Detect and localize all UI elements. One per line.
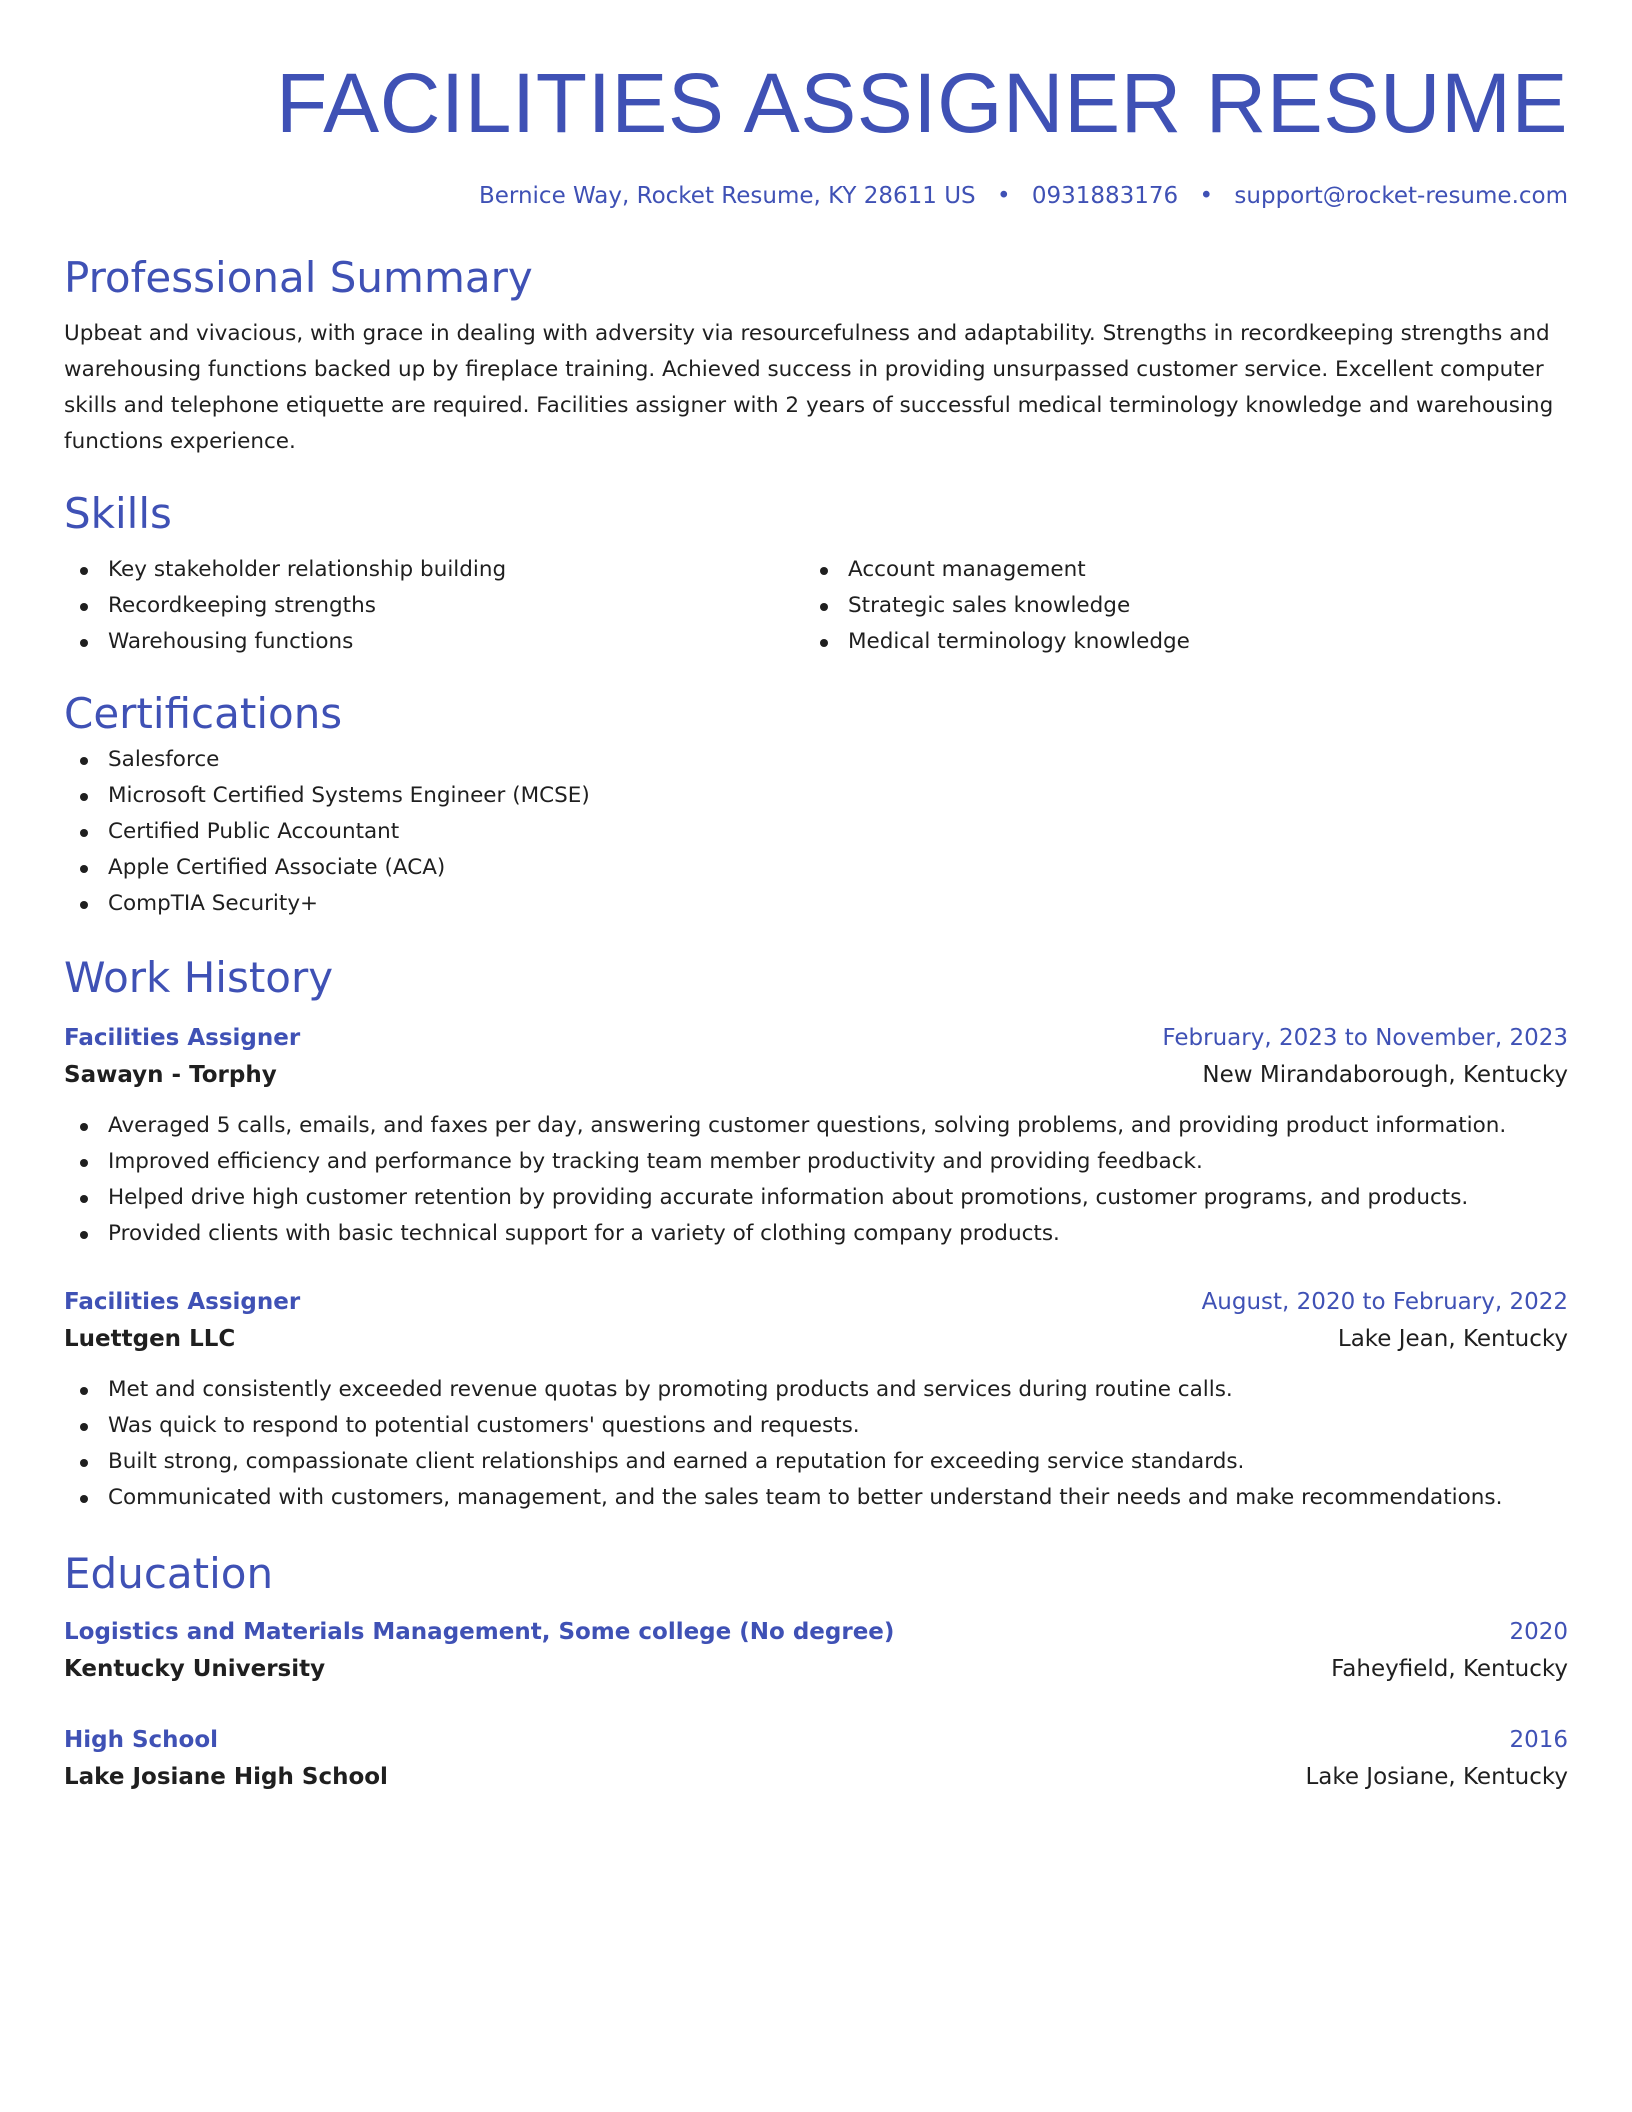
job-company: Sawayn - Torphy bbox=[64, 1062, 277, 1088]
skills-left-column bbox=[64, 552, 804, 660]
certification-item: Microsoft Certified Systems Engineer (MCSE) bbox=[64, 778, 1568, 814]
education-school-row bbox=[64, 1758, 1568, 1796]
contact-separator: • bbox=[1199, 183, 1214, 209]
job-dates: August, 2020 to February, 2022 bbox=[1201, 1289, 1568, 1315]
skills-list bbox=[64, 552, 1568, 660]
education-entry bbox=[64, 1614, 1568, 1688]
certification-item: Certified Public Accountant bbox=[64, 814, 1568, 850]
skill-item: Account management bbox=[804, 552, 1544, 588]
job-title-row bbox=[64, 1284, 1568, 1320]
contact-phone: 0931883176 bbox=[1031, 183, 1179, 209]
contact-line bbox=[64, 180, 1568, 212]
job-bullet: Met and consistently exceeded revenue quotas by promoting products and services during routine calls. bbox=[64, 1372, 1568, 1408]
job-bullet: Helped drive high customer retention by providing accurate information about promotions, customer programs, and products. bbox=[64, 1180, 1568, 1216]
education-school: Lake Josiane High School bbox=[64, 1764, 388, 1790]
job-bullets bbox=[64, 1108, 1568, 1252]
job-company: Luettgen LLC bbox=[64, 1326, 236, 1352]
job-dates: February, 2023 to November, 2023 bbox=[1162, 1025, 1568, 1051]
skills-heading: Skills bbox=[64, 489, 172, 538]
education-year: 2020 bbox=[1509, 1619, 1568, 1645]
certification-item: Apple Certified Associate (ACA) bbox=[64, 850, 1568, 886]
education-location: Faheyfield, Kentucky bbox=[1331, 1656, 1568, 1682]
job-bullet: Provided clients with basic technical support for a variety of clothing company products. bbox=[64, 1216, 1568, 1252]
work-history-heading: Work History bbox=[64, 953, 334, 1002]
summary-text: Upbeat and vivacious, with grace in dealing with adversity via resourcefulness and adaptability. Strengths in recordkeeping strengths and warehousing functions backed up by fireplace training. Achieved success in providing unsurpassed customer service. Excellent computer skills and telephone etiquette are required. Facilities assigner with 2 years of successful medical terminology knowledge and warehousing functions experience. bbox=[64, 321, 1554, 454]
job-bullet: Improved efficiency and performance by tracking team member productivity and providing feedback. bbox=[64, 1144, 1568, 1180]
job-title: Facilities Assigner bbox=[64, 1289, 301, 1315]
education-location: Lake Josiane, Kentucky bbox=[1305, 1764, 1568, 1790]
job-title: Facilities Assigner bbox=[64, 1025, 301, 1051]
skill-item: Strategic sales knowledge bbox=[804, 588, 1544, 624]
education-school: Kentucky University bbox=[64, 1656, 326, 1682]
job-entry bbox=[64, 1020, 1568, 1252]
education-degree: High School bbox=[64, 1727, 219, 1753]
resume-header bbox=[64, 48, 1568, 212]
job-bullet: Built strong, compassionate client relationships and earned a reputation for exceeding service standards. bbox=[64, 1444, 1568, 1480]
contact-email[interactable]: support@rocket-resume.com bbox=[1234, 183, 1568, 209]
education-heading: Education bbox=[64, 1549, 274, 1598]
job-location: Lake Jean, Kentucky bbox=[1337, 1326, 1568, 1352]
certification-item: CompTIA Security+ bbox=[64, 886, 1568, 922]
skill-item: Key stakeholder relationship building bbox=[64, 552, 804, 588]
resume-title: FACILITIES ASSIGNER RESUME bbox=[276, 56, 1568, 150]
job-entry bbox=[64, 1284, 1568, 1516]
summary-heading: Professional Summary bbox=[64, 253, 533, 302]
skills-right-column bbox=[804, 552, 1544, 660]
skill-item: Recordkeeping strengths bbox=[64, 588, 804, 624]
contact-separator: • bbox=[996, 183, 1011, 209]
skill-item: Medical terminology knowledge bbox=[804, 624, 1544, 660]
job-bullet: Was quick to respond to potential customers' questions and requests. bbox=[64, 1408, 1568, 1444]
job-bullet: Communicated with customers, management, and the sales team to better understand their needs and make recommendations. bbox=[64, 1480, 1568, 1516]
education-entry bbox=[64, 1722, 1568, 1796]
certifications-heading: Certifications bbox=[64, 689, 343, 738]
job-bullet: Averaged 5 calls, emails, and faxes per day, answering customer questions, solving problems, and providing product information. bbox=[64, 1108, 1568, 1144]
job-bullets bbox=[64, 1372, 1568, 1516]
job-location: New Mirandaborough, Kentucky bbox=[1202, 1062, 1568, 1088]
education-school-row bbox=[64, 1650, 1568, 1688]
skill-item: Warehousing functions bbox=[64, 624, 804, 660]
job-company-row bbox=[64, 1320, 1568, 1358]
certifications-list bbox=[64, 742, 1568, 922]
education-degree: Logistics and Materials Management, Some college (No degree) bbox=[64, 1619, 895, 1645]
job-title-row bbox=[64, 1020, 1568, 1056]
education-degree-row bbox=[64, 1614, 1568, 1650]
job-company-row bbox=[64, 1056, 1568, 1094]
certification-item: Salesforce bbox=[64, 742, 1568, 778]
education-degree-row bbox=[64, 1722, 1568, 1758]
education-year: 2016 bbox=[1509, 1727, 1568, 1753]
contact-address: Bernice Way, Rocket Resume, KY 28611 US bbox=[478, 183, 976, 209]
